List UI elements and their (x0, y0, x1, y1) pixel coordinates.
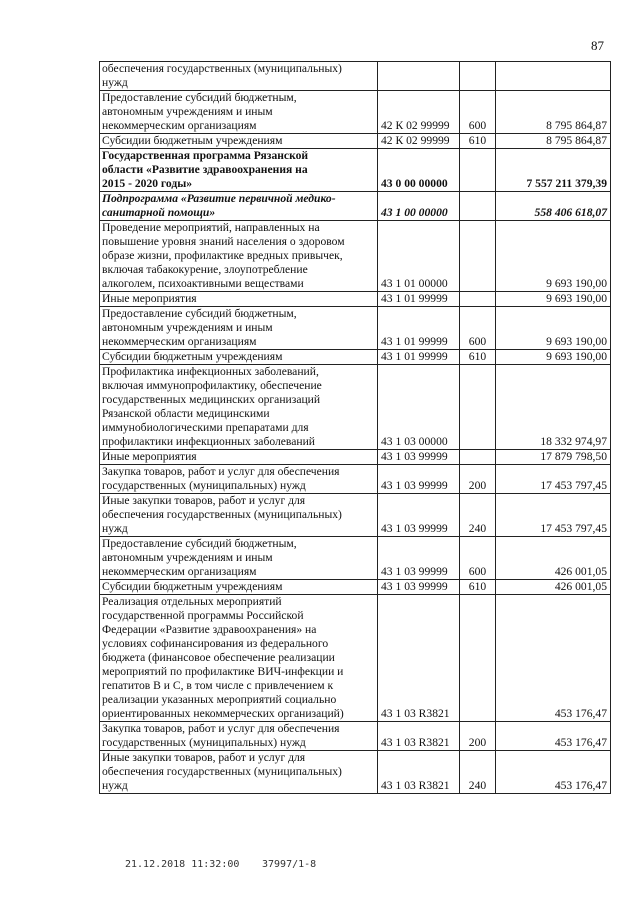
footer-date: 21.12.2018 11:32:00 (125, 859, 240, 870)
row-name: Иные мероприятия (100, 292, 378, 307)
row-kind: 610 (460, 134, 496, 149)
row-code: 43 1 01 00000 (378, 221, 460, 292)
row-code: 43 1 03 99999 (378, 537, 460, 580)
row-code: 43 1 03 R3821 (378, 722, 460, 751)
row-sum: 558 406 618,07 (496, 192, 611, 221)
row-name: Иные закупки товаров, работ и услуг для обеспечения государственных (муниципальных) нужд (100, 494, 378, 537)
row-kind: 240 (460, 751, 496, 794)
row-kind: 610 (460, 580, 496, 595)
table-row (100, 307, 611, 350)
row-kind: 600 (460, 307, 496, 350)
table-row (100, 149, 611, 192)
row-sum: 426 001,05 (496, 537, 611, 580)
row-sum: 17 453 797,45 (496, 494, 611, 537)
row-sum: 9 693 190,00 (496, 307, 611, 350)
table-row (100, 62, 611, 91)
row-name: Предоставление субсидий бюджетным, автономным учреждениям и иным некоммерческим организациям (100, 537, 378, 580)
row-code: 43 1 03 00000 (378, 365, 460, 450)
row-kind (460, 192, 496, 221)
row-kind: 200 (460, 465, 496, 494)
row-code: 43 1 03 99999 (378, 450, 460, 465)
row-sum: 9 693 190,00 (496, 350, 611, 365)
row-kind (460, 595, 496, 722)
row-kind (460, 62, 496, 91)
table-row (100, 221, 611, 292)
table-row (100, 192, 611, 221)
table-row (100, 751, 611, 794)
row-name: Государственная программа Рязанской области «Развитие здравоохранения на 2015 - 2020 годы» (100, 149, 378, 192)
row-name: Иные мероприятия (100, 450, 378, 465)
row-sum: 453 176,47 (496, 751, 611, 794)
table-row (100, 91, 611, 134)
row-sum: 9 693 190,00 (496, 292, 611, 307)
row-code: 43 1 03 99999 (378, 494, 460, 537)
budget-table (99, 61, 611, 794)
row-kind (460, 292, 496, 307)
row-name: Иные закупки товаров, работ и услуг для обеспечения государственных (муниципальных) нужд (100, 751, 378, 794)
table-row (100, 595, 611, 722)
table-row (100, 365, 611, 450)
row-code: 43 1 03 99999 (378, 465, 460, 494)
row-kind (460, 450, 496, 465)
table-row (100, 580, 611, 595)
row-sum: 17 453 797,45 (496, 465, 611, 494)
row-name: Закупка товаров, работ и услуг для обеспечения государственных (муниципальных) нужд (100, 722, 378, 751)
row-code: 42 К 02 99999 (378, 134, 460, 149)
row-sum: 9 693 190,00 (496, 221, 611, 292)
row-kind: 600 (460, 537, 496, 580)
row-sum (496, 62, 611, 91)
row-kind (460, 365, 496, 450)
row-name: Подпрограмма «Развитие первичной медико- санитарной помощи» (100, 192, 378, 221)
row-sum: 453 176,47 (496, 722, 611, 751)
row-name: обеспечения государственных (муниципальных) нужд (100, 62, 378, 91)
table-row (100, 350, 611, 365)
table-row (100, 450, 611, 465)
row-sum: 18 332 974,97 (496, 365, 611, 450)
row-sum: 426 001,05 (496, 580, 611, 595)
row-sum: 17 879 798,50 (496, 450, 611, 465)
row-code: 42 К 02 99999 (378, 91, 460, 134)
row-kind: 240 (460, 494, 496, 537)
row-kind: 610 (460, 350, 496, 365)
row-sum: 8 795 864,87 (496, 134, 611, 149)
row-code: 43 1 00 00000 (378, 192, 460, 221)
row-kind: 200 (460, 722, 496, 751)
row-code: 43 1 03 R3821 (378, 595, 460, 722)
row-sum: 7 557 211 379,39 (496, 149, 611, 192)
row-name: Субсидии бюджетным учреждениям (100, 350, 378, 365)
row-code (378, 62, 460, 91)
row-name: Субсидии бюджетным учреждениям (100, 134, 378, 149)
page-number: 87 (591, 38, 604, 53)
row-code: 43 1 03 99999 (378, 580, 460, 595)
row-name: Закупка товаров, работ и услуг для обеспечения государственных (муниципальных) нужд (100, 465, 378, 494)
row-sum: 8 795 864,87 (496, 91, 611, 134)
table-row (100, 722, 611, 751)
row-name: Предоставление субсидий бюджетным, автономным учреждениям и иным некоммерческим организациям (100, 307, 378, 350)
footer-doc-id: 37997/1-8 (262, 859, 317, 870)
row-code: 43 1 01 99999 (378, 350, 460, 365)
row-code: 43 0 00 00000 (378, 149, 460, 192)
row-kind (460, 221, 496, 292)
row-code: 43 1 01 99999 (378, 307, 460, 350)
table-row (100, 465, 611, 494)
row-name: Проведение мероприятий, направленных на повышение уровня знаний населения о здоровом образе жизни, профилактике вредных привычек, включая табакокурение, злоупотребление алкоголем, психоактивными веществами (100, 221, 378, 292)
row-code: 43 1 01 99999 (378, 292, 460, 307)
row-name: Профилактика инфекционных заболеваний, включая иммунопрофилактику, обеспечение государственных медицинских организаций Рязанской области медицинскими иммунобиологическими препаратами для профилактики инфекционных заболеваний (100, 365, 378, 450)
table-row (100, 494, 611, 537)
table-row (100, 537, 611, 580)
row-name: Предоставление субсидий бюджетным, автономным учреждениям и иным некоммерческим организациям (100, 91, 378, 134)
row-code: 43 1 03 R3821 (378, 751, 460, 794)
row-kind (460, 149, 496, 192)
table-row (100, 134, 611, 149)
row-name: Субсидии бюджетным учреждениям (100, 580, 378, 595)
row-sum: 453 176,47 (496, 595, 611, 722)
row-kind: 600 (460, 91, 496, 134)
row-name: Реализация отдельных мероприятий государственной программы Российской Федерации «Развитие здравоохранения» на условиях софинансирования из федерального бюджета (финансовое обеспечение реализации мероприятий по профилактике ВИЧ-инфекции и гепатитов В и С, в том числе с привлечением к реализации указанных мероприятий социально ориентированных некоммерческих организаций) (100, 595, 378, 722)
table-row (100, 292, 611, 307)
